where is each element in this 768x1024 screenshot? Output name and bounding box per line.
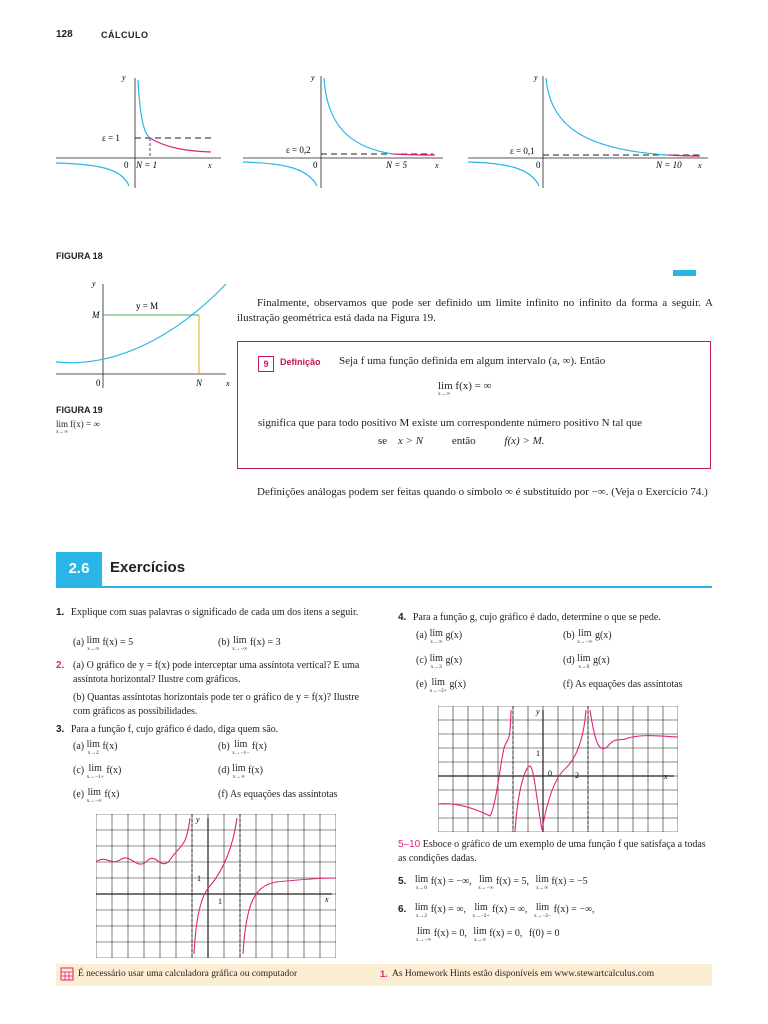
- fig18-g3-eps: ε = 0,1: [510, 146, 535, 156]
- fig18-g2-zero: 0: [313, 160, 318, 170]
- ex3-item-c: (c) lim x→−1+ f(x): [73, 763, 122, 780]
- ex1-b-expr: f(x) = 3: [249, 637, 281, 648]
- exercise-1: [56, 606, 368, 620]
- footer-bar: [56, 964, 712, 986]
- footer-calc-note: É necessário usar uma calculadora gráfica ou computador: [78, 969, 298, 979]
- ex5-num: 5.: [398, 876, 407, 887]
- ex3-e-label: (e): [73, 789, 85, 800]
- ex3-f-label: (f): [218, 789, 228, 800]
- ex3-graph-one-x: 1: [218, 897, 222, 906]
- cond-left: x > N: [397, 435, 424, 447]
- ex3-c-sub: x→−1+: [86, 774, 104, 780]
- ex5-10-text: Esboce o gráfico de um exemplo de uma função f que satisfaça a todas as condições dadas.: [398, 839, 706, 864]
- fig18-g1-N: N = 1: [136, 160, 158, 170]
- section-rule: [56, 586, 712, 588]
- margin-marker: [673, 270, 696, 276]
- ex1-num: 1.: [56, 607, 65, 618]
- ex4-a-expr: g(x): [445, 630, 463, 641]
- fig19-caption: FIGURA 19: [56, 405, 103, 415]
- ex4-grid: [438, 706, 678, 832]
- exercise-3: [56, 723, 368, 737]
- ex4-graph: [438, 706, 678, 832]
- ex4-d-expr: g(x): [593, 655, 610, 666]
- ex5-s1: x→0: [416, 885, 428, 891]
- ex4-graph-y: y: [536, 707, 540, 716]
- ex3-graph-x: x: [325, 895, 329, 904]
- ex4-a-label: (a): [416, 630, 428, 641]
- fig19-graph: [56, 276, 236, 394]
- definition-text: Seja f uma função definida em algum intervalo (a, ∞). Então: [339, 355, 606, 367]
- ex6-num: 6.: [398, 904, 407, 915]
- fig18-g3-x: x: [698, 161, 702, 170]
- ex3-c-expr: f(x): [106, 765, 122, 776]
- ex3-a-sub: x→2: [87, 750, 99, 756]
- ex4-e-sub: x→−2+: [429, 688, 447, 694]
- ex6-p3: f(x) = −∞,: [553, 904, 595, 915]
- ex1-a-label: (a): [73, 637, 85, 648]
- ex4-b-expr: g(x): [594, 630, 612, 641]
- ex4-text: Para a função g, cujo gráfico é dado, determine o que se pede.: [412, 612, 661, 623]
- ex5-p3: f(x) = −5: [551, 876, 588, 887]
- fig18-g2-N: N = 5: [386, 160, 408, 170]
- ex4-graph-x: x: [664, 772, 668, 781]
- ex4-item-c: (c) lim x→3 g(x): [416, 653, 463, 670]
- ex6-s5: x→∞: [474, 937, 487, 943]
- ex4-item-a: (a) lim x→∞ g(x): [416, 628, 463, 645]
- ex5-s2: x→−∞: [478, 885, 494, 891]
- section-title: Exercícios: [110, 559, 186, 576]
- ex6-s2: x→−2+: [472, 913, 490, 919]
- cond-se: se: [378, 435, 388, 447]
- ex1-b-sub: x→−∞: [232, 646, 248, 652]
- definition-condition: [378, 435, 678, 447]
- fig18-g3-y: y: [534, 73, 538, 82]
- ex4-d-label: (d): [563, 655, 575, 666]
- fig18-graph-2: [243, 68, 448, 190]
- ex4-item-f: [563, 678, 682, 692]
- exercise-6: 6. lim x→2 f(x) = ∞, lim x→−2+ f(x) = ∞, lim x→−2− f(x) = −∞,: [398, 902, 595, 919]
- ex4-graph-two: 2: [575, 771, 579, 780]
- fig18-g1-x: x: [208, 161, 212, 170]
- fig18-g1-y: y: [122, 73, 126, 82]
- ex4-b-sub: x→−∞: [577, 639, 593, 645]
- after-definition-paragraph: Definições análogas podem ser feitas quando o símbolo ∞ é substituído por −∞. (Veja o Exercício 74.): [257, 486, 708, 498]
- ex3-item-a: (a) lim x→2 f(x): [73, 739, 118, 756]
- cond-entao: então: [451, 435, 476, 447]
- ex3-a-label: (a): [73, 741, 85, 752]
- ex4-num: 4.: [398, 612, 407, 623]
- ex4-d-sub: x→0: [578, 664, 590, 670]
- fig19-formula-sub: x→∞: [56, 429, 69, 435]
- ex6-s1: x→2: [416, 913, 428, 919]
- intro-paragraph: Finalmente, observamos que pode ser definido um limite infinito no infinito da forma a seguir. A ilustração geométrica está dada na Figura 19.: [237, 297, 713, 324]
- ex3-item-f: [218, 788, 337, 802]
- ex1-a-expr: f(x) = 5: [102, 637, 134, 648]
- ex1-text: Explique com suas palavras o significado de cada um dos itens a seguir.: [70, 607, 359, 618]
- fig19-formula: [56, 419, 100, 435]
- ex2-num-text: 2.: [56, 660, 65, 671]
- fig18-g1-zero: 0: [124, 160, 129, 170]
- ex3-item-e: (e) lim x→−∞ f(x): [73, 787, 120, 804]
- ex3-graph: [96, 814, 336, 958]
- ex3-a-expr: f(x): [102, 741, 118, 752]
- ex6-s3: x→−2−: [533, 913, 552, 919]
- ex3-c-label: (c): [73, 765, 85, 776]
- ex3-e-expr: f(x): [104, 789, 120, 800]
- ex6-p4: f(x) = 0,: [433, 928, 467, 939]
- page-number: 128: [56, 29, 73, 40]
- ex6-p5: f(x) = 0,: [489, 928, 523, 939]
- ex3-item-b: (b) lim x→−1− f(x): [218, 739, 267, 756]
- ex4-c-sub: x→3: [430, 664, 442, 670]
- ex3-text: Para a função f, cujo gráfico é dado, diga quem são.: [70, 724, 279, 735]
- fig18-g1-eps: ε = 1: [102, 133, 120, 143]
- exercise-5: 5. lim x→0 f(x) = −∞, lim x→−∞ f(x) = 5, lim x→∞ f(x) = −5: [398, 874, 588, 891]
- ex1-b-label: (b): [218, 637, 230, 648]
- ex4-item-e: (e) lim x→−2+ g(x): [416, 677, 466, 694]
- fig18-caption: FIGURA 18: [56, 251, 103, 261]
- fig18-g2-y: y: [311, 73, 315, 82]
- ex3-b-label: (b): [218, 741, 230, 752]
- ex4-item-d: (d) lim x→0 g(x): [563, 653, 610, 670]
- ex4-c-label: (c): [416, 655, 428, 666]
- fig19-M: M: [92, 310, 100, 320]
- ex3-b-expr: f(x): [251, 741, 267, 752]
- ex5-s3: x→∞: [536, 885, 549, 891]
- ex1-a-sub: x→∞: [87, 646, 100, 652]
- ex2-num: [56, 659, 70, 673]
- ex3-num: 3.: [56, 724, 65, 735]
- fig19-y: y: [92, 279, 96, 288]
- section-number: 2.6: [56, 552, 102, 586]
- exercise-4: [398, 611, 712, 625]
- ex4-graph-one: 1: [536, 749, 540, 758]
- ex3-b-sub: x→−1−: [232, 750, 250, 756]
- ex3-d-expr: f(x): [248, 765, 264, 776]
- ex4-e-label: (e): [416, 679, 428, 690]
- ex6-p6: f(0) = 0: [528, 928, 560, 939]
- fig19-zero: 0: [96, 378, 101, 388]
- ex1-a: (a) lim x→∞ f(x) = 5: [73, 635, 134, 652]
- ex3-f-expr: As equações das assíntotas: [229, 789, 338, 800]
- ex4-f-expr: As equações das assíntotas: [574, 679, 683, 690]
- ex3-graph-y: y: [196, 815, 200, 824]
- fig18-g2-x: x: [435, 161, 439, 170]
- fig18-g3-zero: 0: [536, 160, 541, 170]
- ex4-e-expr: g(x): [449, 679, 466, 690]
- ex5-10-range: 5–10: [398, 839, 421, 850]
- calculator-icon: [60, 967, 74, 981]
- ex3-d-label: (d): [218, 765, 230, 776]
- fig18-g2-eps: ε = 0,2: [286, 145, 311, 155]
- footer-hint-note: As Homework Hints estão disponíveis em www.stewartcalculus.com: [392, 969, 655, 979]
- fig18-graph-3: [468, 68, 713, 190]
- ex6-s4: x→−∞: [416, 937, 432, 943]
- definition-lim-sub: x→∞: [438, 391, 451, 397]
- ex4-a-sub: x→∞: [430, 639, 443, 645]
- ex2-a: (a) O gráfico de y = f(x) pode interceptar uma assíntota vertical? E uma assíntota horizontal? Ilustre com gráficos.: [73, 660, 360, 685]
- ex4-b-label: (b): [563, 630, 575, 641]
- ex3-grid: [96, 814, 336, 958]
- ex4-item-b: (b) lim x→−∞ g(x): [563, 628, 612, 645]
- ex4-f-label: (f): [563, 679, 573, 690]
- ex3-graph-one-y: 1: [197, 874, 201, 883]
- ex5-10-intro: [398, 838, 712, 866]
- fig19-formula-text: lim f(x) = ∞: [56, 419, 100, 429]
- fig19-x: x: [226, 379, 230, 388]
- cond-right: f(x) > M.: [504, 435, 545, 447]
- definition-title: Definição: [280, 357, 321, 367]
- fig18-graph-1: [56, 68, 226, 190]
- ex3-e-sub: x→−∞: [86, 798, 102, 804]
- ex5-p2: f(x) = 5,: [495, 876, 530, 887]
- definition-lim-formula: lim f(x) = ∞: [438, 380, 492, 392]
- ex6-p2: f(x) = ∞,: [492, 904, 528, 915]
- definition-meaning: significa que para todo positivo M existe um correspondente número positivo N tal que: [258, 417, 643, 429]
- running-title: CÁLCULO: [101, 30, 149, 40]
- ex6-p1: f(x) = ∞,: [430, 904, 466, 915]
- fig18-g3-N: N = 10: [656, 160, 682, 170]
- fig19-curve-label: y = M: [136, 301, 159, 311]
- ex3-item-d: (d) lim x→∞ f(x): [218, 763, 264, 780]
- ex4-graph-zero: 0: [548, 769, 552, 778]
- definition-lim: [438, 381, 491, 397]
- ex4-c-expr: g(x): [445, 655, 463, 666]
- ex2-b: (b) Quantas assíntotas horizontais pode ter o gráfico de y = f(x)? Ilustre com gráficos as possibilidades.: [73, 692, 360, 717]
- footer-hint-num: 1.: [380, 969, 388, 980]
- ex5-p1: f(x) = −∞,: [430, 876, 472, 887]
- definition-number: 9: [258, 356, 274, 372]
- definition-box: [237, 341, 711, 469]
- fig19-N: N: [196, 378, 203, 388]
- ex1-b: (b) lim x→−∞ f(x) = 3: [218, 635, 281, 652]
- ex3-d-sub: x→∞: [232, 774, 245, 780]
- exercise-6-line2: lim x→−∞ f(x) = 0, lim x→∞ f(x) = 0, f(0) = 0: [416, 926, 560, 943]
